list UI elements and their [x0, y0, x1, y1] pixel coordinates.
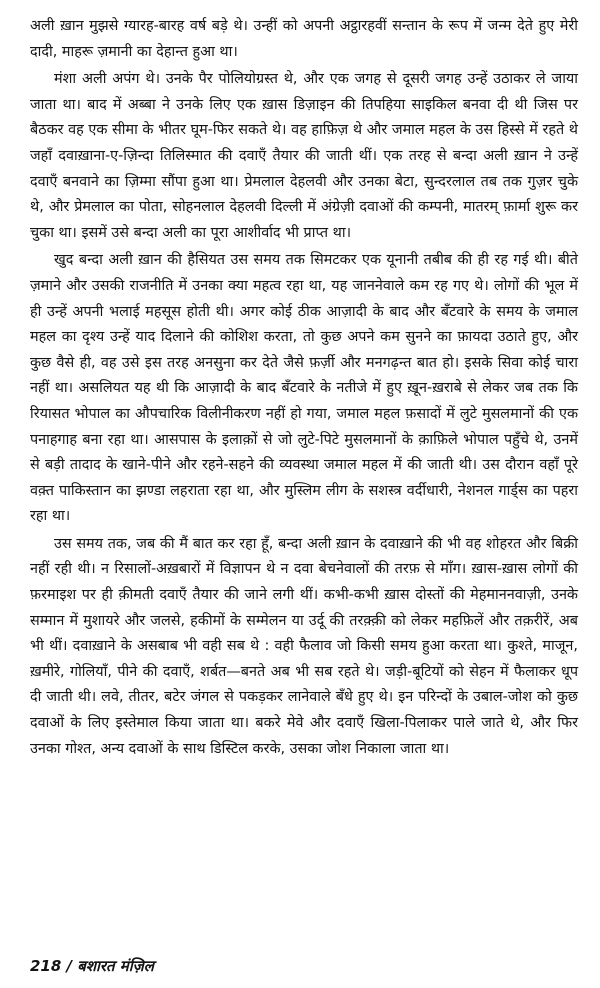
book-title: / बशारत मंज़िल: [66, 957, 154, 975]
body-text: [30, 14, 578, 762]
page-number: 218: [30, 957, 62, 975]
paragraph-4: उस समय तक, जब की मैं बात कर रहा हूँ, बन्दा अली ख़ान के दवाख़ाने की भी वह शोहरत और बिक्री नहीं रही थी। न रिसालों-अख़बारों में विज्ञापन थे न दवा बेचनेवालों की तरफ़ से माँग। ख़ास-ख़ास लोगों की फ़रमाइश पर ही क़ीमती दवाएँ तैयार की जाने लगी थीं। कभी-कभी ख़ास दोस्तों की मेहमाननवाज़ी, उनके सम्मान में मुशायरे और जलसे, हकीमों के सम्मेलन या उर्दू की तरक़्क़ी को लेकर महफ़िलें और तक़रीरें, अब भी थीं। दवाख़ाने के असबाब भी वही सब थे : वही फैलाव जो किसी समय हुआ करता था। कुश्ते, माजून, ख़मीरे, गोलियाँ, पीने की दवाएँ, शर्बत—बनते अब भी सब रहते थे। जड़ी-बूटियों को सेहन में फैलाकर धूप दी जाती थी। लवे, तीतर, बटेर जंगल से पकड़कर लानेवाले बँधे हुए थे। इन परिन्दों के उबाल-जोश को कुछ दवाओं के लिए इस्तेमाल किया जाता था। बकरे मेवे और दवाएँ खिला-पिलाकर पाले जाते थे, और फिर उनका गोश्त, अन्य दवाओं के साथ डिस्टिल करके, उसका जोश निकाला जाता था।: [30, 535, 578, 757]
page-footer: [30, 956, 154, 976]
paragraph-2: मंशा अली अपंग थे। उनके पैर पोलियोग्रस्त थे, और एक जगह से दूसरी जगह उन्हें उठाकर ले जाया जाता था। बाद में अब्बा ने उनके लिए एक ख़ास डिज़ाइन की तिपहिया साइकिल बनवा दी थी जिस पर बैठकर वह एक सीमा के भीतर घूम-फिर सकते थे। वह हाफ़िज़ थे और जमाल महल के उस हिस्से में रहते थे जहाँ दवाख़ाना-ए-ज़िन्दा तिलिस्मात की दवाएँ तैयार की जाती थीं। एक तरह से बन्दा अली ख़ान ने उन्हें दवाएँ बनवाने का ज़िम्मा सौंपा हुआ था। प्रेमलाल देहलवी और उनका बेटा, सुन्दरलाल तब तक गुज़र चुके थे, और प्रेमलाल का पोता, सोहनलाल देहलवी दिल्ली में अंग्रेज़ी दवाओं की कम्पनी, मातरम् फ़ार्मा शुरू कर चुका था। इसमें उसे बन्दा अली का पूरा आशीर्वाद भी प्राप्त था।: [30, 71, 578, 241]
paragraph-1: अली ख़ान मुझसे ग्यारह-बारह वर्ष बड़े थे। उन्हीं को अपनी अट्ठारहवीं सन्तान के रूप में जन्म देते हुए मेरी दादी, माहरू ज़मानी का देहान्त हुआ था।: [30, 18, 578, 60]
paragraph-3: खुद बन्दा अली ख़ान की हैसियत उस समय तक सिमटकर एक यूनानी तबीब की ही रह गई थी। बीते ज़माने और उसकी राजनीति में उनका क्या महत्व रहा था, यह जाननेवाले कम रह गए थे। लोगों की भूल में ही उन्हें अपनी भलाई महसूस होती थी। अगर कोई ठीक आज़ादी के बाद और बँटवारे के समय के जमाल महल का दृश्य उन्हें याद दिलाने की कोशिश करता, तो कुछ अपने कम सुनने का फ़ायदा उठाते हुए, और कुछ वैसे ही, वह उसे इस तरह अनसुना कर देते जैसे फ़र्ज़ी और मनगढ़न्त बात हो। इसके सिवा कोई चारा नहीं था। असलियत यह थी कि आज़ादी के बाद बँटवारे के नतीजे में हुए ख़ून-ख़राबे से लेकर जब तक कि रियासत भोपाल का औपचारिक विलीनीकरण नहीं हो गया, जमाल महल फ़सादों में लुटे मुसलमानों की एक पनाहगाह बना रहा था। आसपास के इलाक़ों से जो लुटे-पिटे मुसलमानों के क़ाफ़िले भोपाल पहुँचे थे, उनमें से बड़ी तादाद के खाने-पीने और रहने-सहने की व्यवस्था जमाल महल में की जाती थी। उस दौरान वहाँ पूरे वक़्त पाकिस्तान का झण्डा लहराता रहा था, और मुस्लिम लीग के सशस्त्र वर्दीधारी, नेशनल गार्ड्स का पहरा रहा था।: [30, 252, 578, 525]
